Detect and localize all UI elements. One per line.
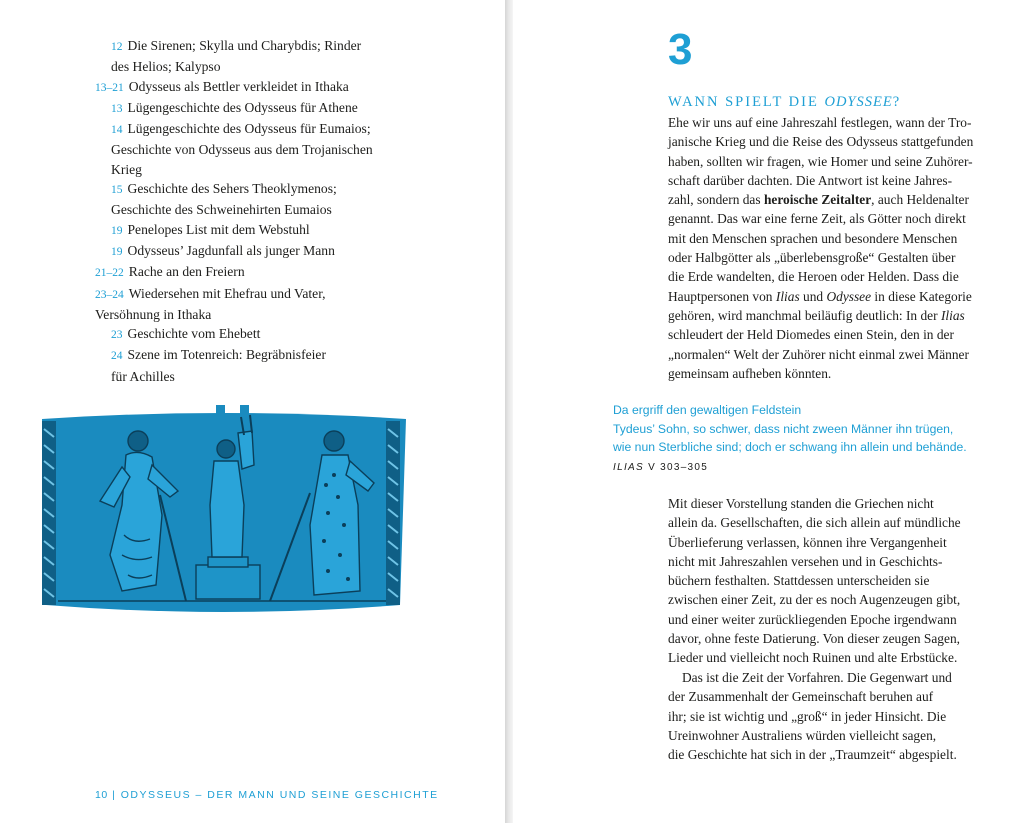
outline-continuation: Geschichte von Odysseus aus dem Trojanischen [111,142,373,158]
text-line: „normalen“ Welt der Zuhörer nicht einmal zwei Männer [668,346,969,362]
paragraph-2 [668,494,988,668]
page-number: 10 [95,789,108,801]
outline-entry [95,284,415,305]
running-title: ODYSSEUS – DER MANN UND SEINE GESCHICHTE [120,789,439,801]
text-line: der Zusammenhalt der Gemeinschaft beruhen auf [668,689,934,705]
text-line: davor, ohne feste Datierung. Von dieser zeugen Sagen, [668,631,960,647]
outline-entry [95,77,415,98]
outline-text: Lügengeschichte des Odysseus für Eumaios; [127,121,371,137]
outline-text: Wiedersehen mit Ehefrau und Vater, [128,285,326,301]
quote-line: Da ergriff den gewaltigen Feldstein [613,403,802,417]
running-footer [95,789,439,801]
text-run: , auch Heldenalter [871,192,969,208]
quote-source [613,462,708,473]
text-line: janische Krieg und die Reise des Odysseus stattgefunden [668,134,974,150]
text-line: schleudert der Held Diomedes einen Stein, den in der [668,327,954,343]
text-line [668,190,988,209]
vase-painting-svg [38,405,410,613]
right-page [513,0,1020,823]
text-line: die Erde wandelten, die Heroen oder Helden. Dass die [668,269,959,285]
outline-text: Szene im Totenreich: Begräbnisfeier [127,347,326,363]
italic-title: Ilias [775,288,800,304]
quote-line: Tydeus’ Sohn, so schwer, dass nicht zween Männer ihn trügen, [613,421,954,436]
text-run: in diese Kategorie [871,288,972,304]
heading-punctuation: ? [892,94,902,110]
source-reference: V 303–305 [648,462,709,473]
book-number: 21–22 [95,267,124,280]
bold-term: heroische Zeitalter [763,192,872,208]
text-line: Überlieferung verlassen, können ihre Vergangenheit [668,534,947,550]
text-line: Ehe wir uns auf eine Jahreszahl festlegen, wann der Tro- [668,115,972,130]
heading-text: WANN SPIELT DIE [668,94,825,110]
italic-title: Odyssee [826,288,872,304]
vase-painting-illustration [38,405,410,613]
text-run: Hauptpersonen von [668,288,776,304]
outline-continuation: für Achilles [111,368,175,384]
book-number: 19 [111,224,123,237]
section-heading [668,94,901,111]
outline-entry [95,36,415,57]
meander-border-left [42,421,56,605]
book-number: 14 [111,124,123,137]
text-line: haben, sollten wir fragen, wie Homer und seine Zuhörer- [668,153,973,169]
text-line: Lieder und vielleicht noch Ruinen und alte Erbstücke. [668,650,958,666]
outline-entry [95,345,415,366]
outline-text: Geschichte vom Ehebett [127,326,261,342]
left-page [0,0,505,823]
book-number: 13–21 [95,81,124,94]
heading-italic: ODYSSEE [824,94,893,110]
text-line: gemeinsam aufheben könnten. [668,365,832,381]
outline-text: Penelopes List mit dem Webstuhl [127,221,310,237]
outline-text: Odysseus’ Jagdunfall als junger Mann [127,242,335,258]
outline-entry [95,179,415,200]
book-number: 13 [111,102,123,115]
outline-entry [95,220,415,241]
outline-continuation: des Helios; Kalypso [111,59,221,75]
source-work: ILIAS [613,462,644,473]
book-number: 12 [111,41,123,53]
book-number: 23–24 [95,288,124,301]
book-number: 15 [111,184,123,197]
book-number: 24 [111,350,123,363]
outline-text: Rache an den Freiern [128,264,245,280]
outline-entry [95,119,415,140]
text-line: oder Halbgötter als „überlebensgroße“ Gestalten über [668,250,956,266]
text-line: Das ist die Zeit der Vorfahren. Die Gegenwart und [682,670,952,685]
outline-text: Lügengeschichte des Odysseus für Athene [127,99,358,115]
text-line: die Geschichte hat sich in der „Traumzeit“ abgespielt. [668,747,957,763]
outline-continuation: Krieg [111,161,142,177]
chapter-number: 3 [668,25,693,74]
text-run: gehören, wird manchmal beiläufig deutlich: In der [668,307,941,323]
text-line: mit den Menschen sprachen und besondere Menschen [668,230,958,246]
footer-separator: | [112,789,117,801]
text-line: Mit dieser Vorstellung standen die Griechen nicht [668,496,934,511]
text-run: und [799,288,827,304]
outline-entry [95,98,415,119]
text-line: Ureinwohner Australiens würden vielleicht sagen, [668,727,937,743]
outline-text: Die Sirenen; Skylla und Charybdis; Rinder [127,38,362,53]
text-line: schaft darüber dachten. Die Antwort ist keine Jahres- [668,172,953,188]
text-line: büchern festhalten. Stattdessen unterscheiden sie [668,573,930,589]
book-number: 19 [111,245,123,258]
text-line: nicht mit Jahreszahlen versehen und in Geschichts- [668,553,943,569]
text-line: genannt. Das war eine ferne Zeit, als Götter noch direkt [668,211,966,227]
book-gutter [505,0,513,823]
text-line: ihr; sie ist wichtig und „groß“ in jeder Hinsicht. Die [668,708,947,724]
epic-quotation [613,401,993,457]
text-line: und einer weiter zurückliegenden Epoche irgendwann [668,611,957,627]
text-line [668,306,988,325]
outline-text: Geschichte des Sehers Theoklymenos; [127,181,337,197]
outline-entry [95,324,415,345]
outline-continuation: Versöhnung in Ithaka [95,306,212,322]
italic-title: Ilias [940,307,965,323]
outline-entry [95,262,415,283]
meander-border-right [386,421,400,605]
outline-continuation: Geschichte des Schweinehirten Eumaios [111,202,332,218]
text-line: zwischen einer Zeit, zu der es noch Augenzeugen gibt, [668,592,961,608]
text-line: allein da. Gesellschaften, die sich allein auf mündliche [668,515,961,531]
story-outline [95,36,415,386]
text-run: zahl, sondern das [668,192,764,208]
quote-line: wie nun Sterbliche sind; doch er schwang ihn allein und behände. [613,440,967,455]
paragraph-1 [668,113,988,383]
outline-text: Odysseus als Bettler verkleidet in Ithaka [128,78,349,94]
text-line [668,287,988,306]
outline-entry [95,241,415,262]
paragraph-3 [668,668,988,764]
book-number: 23 [111,329,123,342]
